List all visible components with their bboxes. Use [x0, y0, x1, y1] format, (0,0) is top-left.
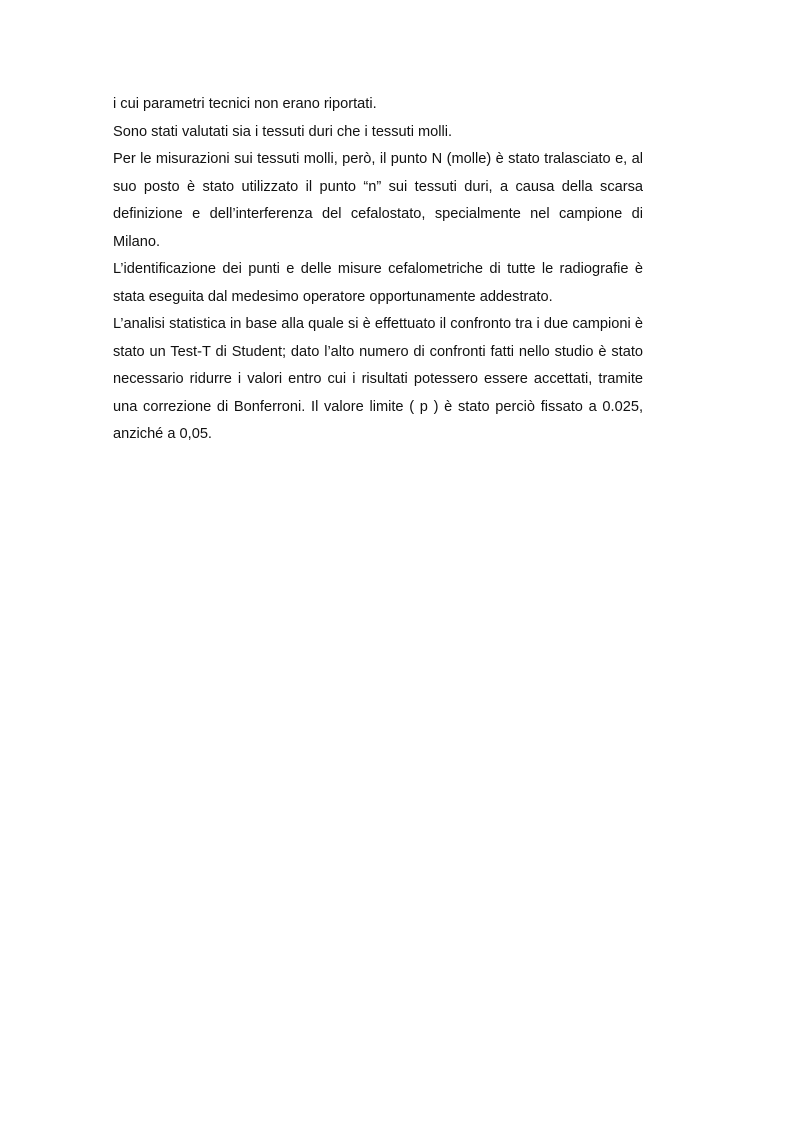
- paragraph-cephalometric-identification: L’identificazione dei punti e delle misure cefalometriche di tutte le radiografie è stata eseguita dal medesimo operatore opportunamente addestrato.: [113, 261, 643, 305]
- paragraph-soft-tissue-measurements: Per le misurazioni sui tessuti molli, però, il punto N (molle) è stato tralasciato e, al suo posto è stato utilizzato il punto “n” sui tessuti duri, a causa della scarsa definizione e dell’interferenza del cefalostato, specialmente nel campione di Milano.: [113, 151, 643, 250]
- body-text: [113, 91, 643, 449]
- paragraph-tissues-evaluated: Sono stati valutati sia i tessuti duri che i tessuti molli.: [113, 123, 453, 140]
- paragraph-statistical-analysis: L’analisi statistica in base alla quale si è effettuato il confronto tra i due campioni è stato un Test-T di Student; dato l’alto numero di confronti fatti nello studio è stato necessario ridurre i valori entro cui i risultati potessero essere accettati, tramite una correzione di Bonferroni. Il valore limite ( p ) è stato perciò fissato a 0.025, anziché a 0,05.: [113, 316, 643, 442]
- paragraph-technical-parameters: i cui parametri tecnici non erano riportati.: [113, 96, 377, 112]
